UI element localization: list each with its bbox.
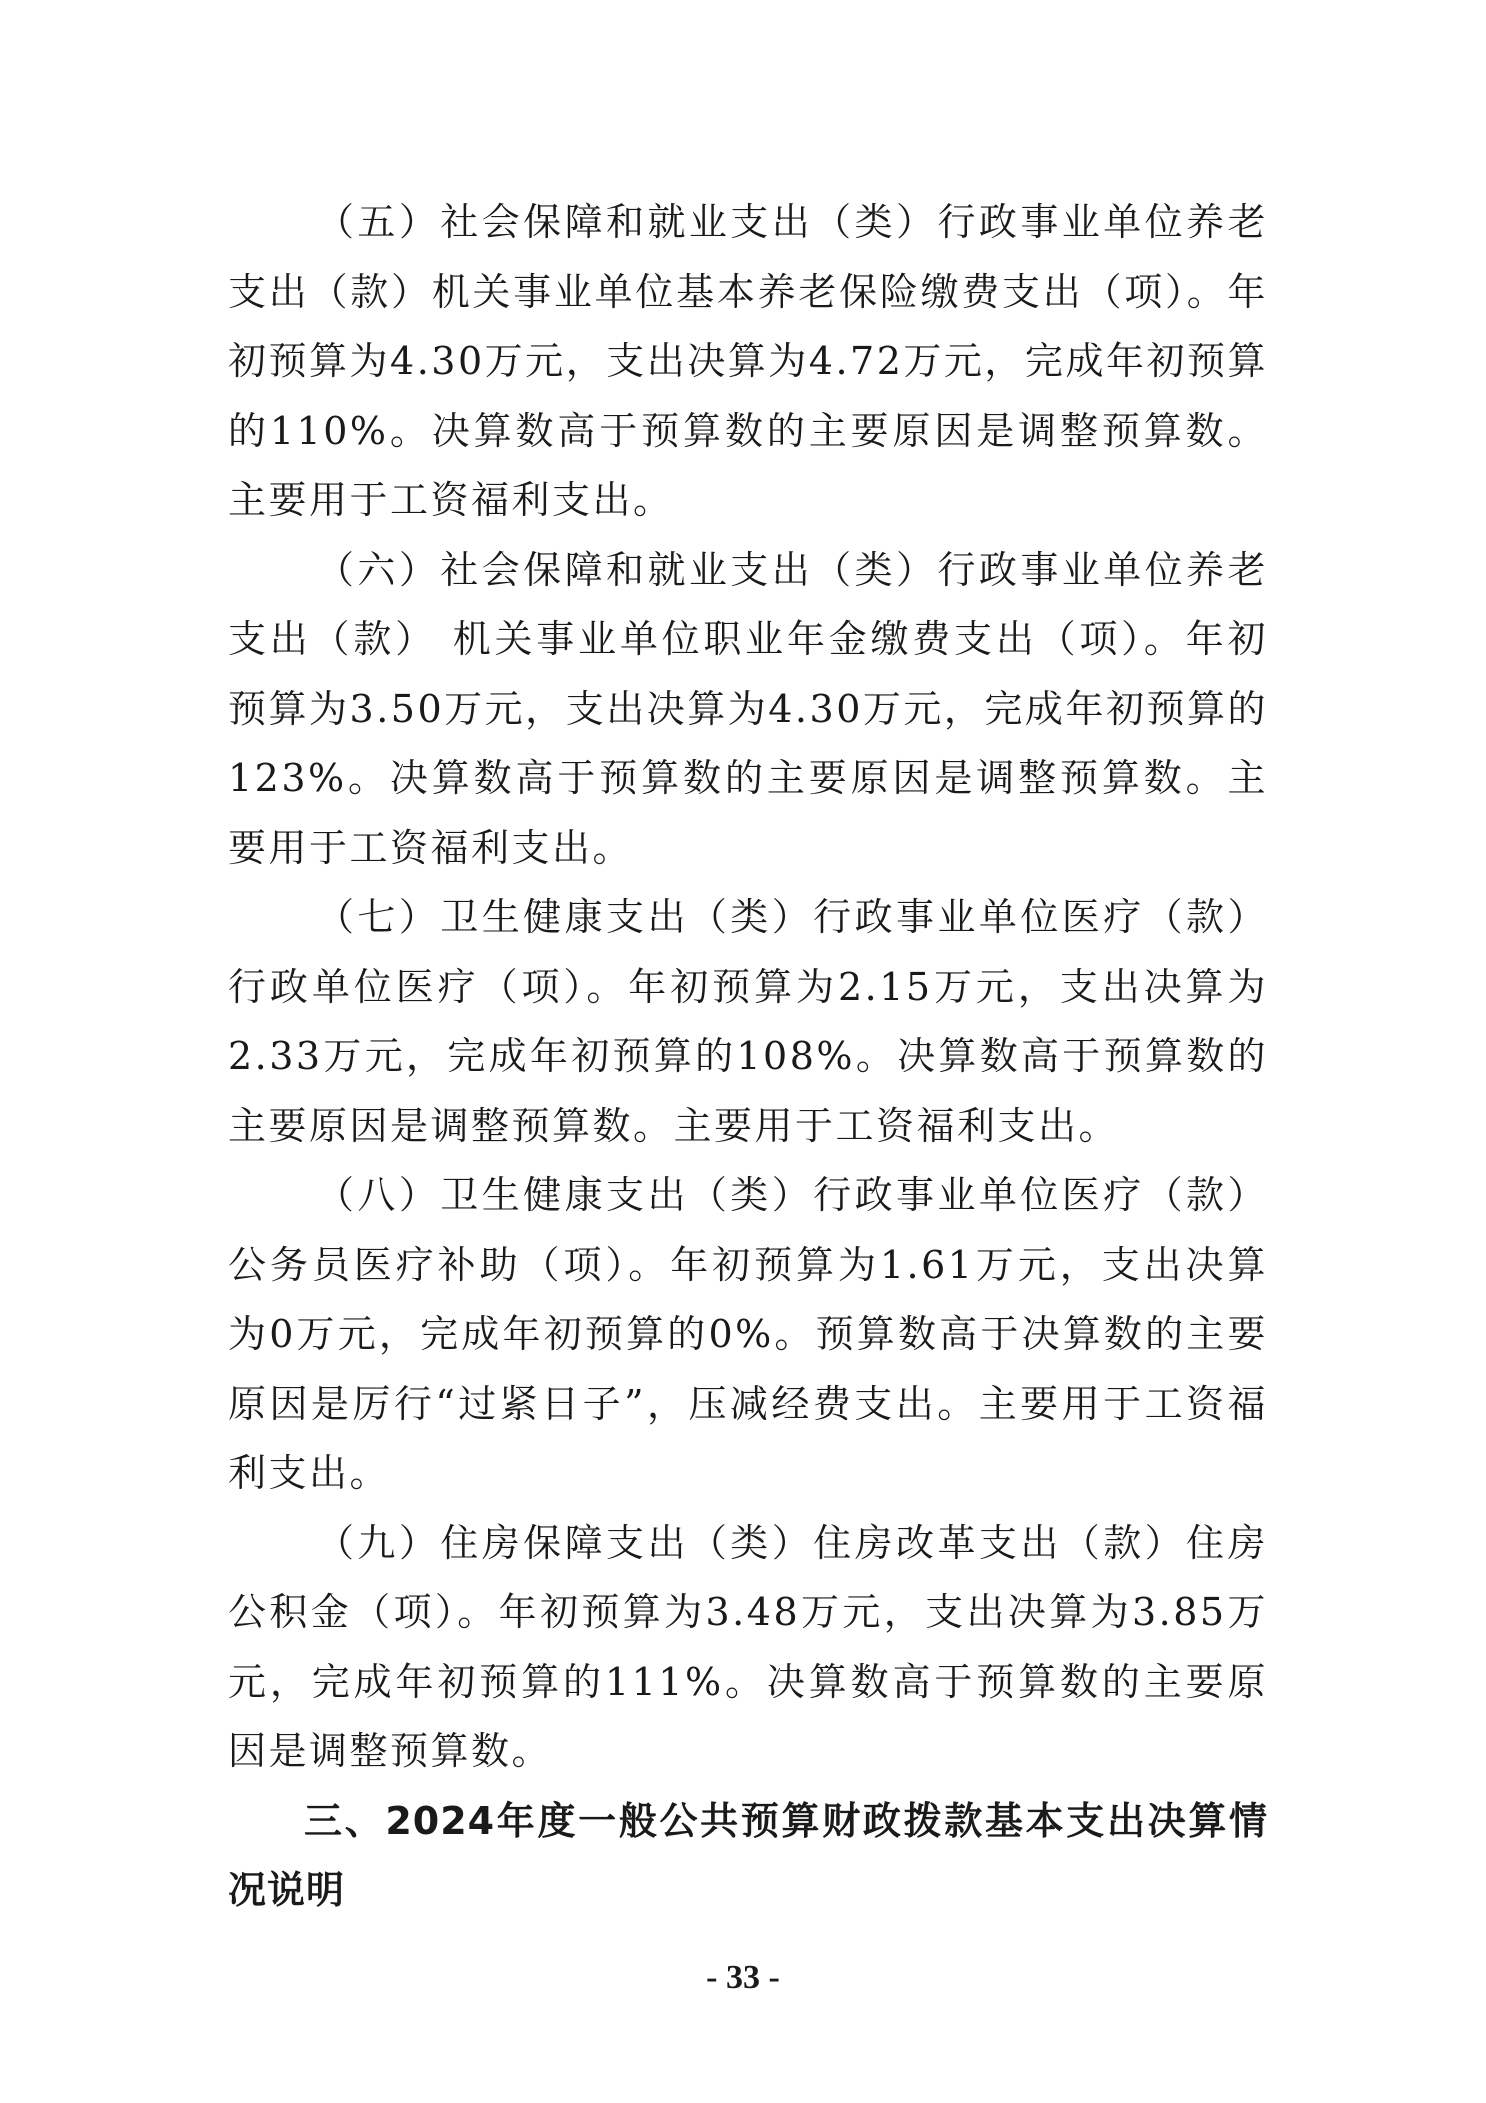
- section-heading: 三、2024年度一般公共预算财政拨款基本支出决算情况说明: [228, 1798, 1268, 1912]
- paragraph-item-6: （六）社会保障和就业支出（类）行政事业单位养老支出（款） 机关事业单位职业年金缴费支出（项）。年初预算为3.50万元，支出决算为4.30万元，完成年初预算的123%。决算数高于预算数的主要原因是调整预算数。主要用于工资福利支出。: [228, 547, 1268, 870]
- page-number: - 33 -: [706, 1959, 780, 1996]
- paragraph-item-8: （八）卫生健康支出（类）行政事业单位医疗（款） 公务员医疗补助（项）。年初预算为1.61万元，支出决算为0万元，完成年初预算的0%。预算数高于决算数的主要原因是厉行“过紧日子”，压减经费支出。主要用于工资福利支出。: [228, 1173, 1268, 1495]
- document-body: [228, 188, 1268, 1926]
- paragraph-item-9: （九）住房保障支出（类）住房改革支出（款）住房公积金（项）。年初预算为3.48万元，支出决算为3.85万元，完成年初预算的111%。决算数高于预算数的主要原因是调整预算数。: [228, 1520, 1268, 1773]
- paragraph-item-5: （五）社会保障和就业支出（类）行政事业单位养老支出（款）机关事业单位基本养老保险缴费支出（项）。年初预算为4.30万元，支出决算为4.72万元，完成年初预算的110%。决算数高于预算数的主要原因是调整预算数。主要用于工资福利支出。: [228, 200, 1268, 522]
- paragraph-item-7: （七）卫生健康支出（类）行政事业单位医疗（款）行政单位医疗（项）。年初预算为2.15万元，支出决算为2.33万元，完成年初预算的108%。决算数高于预算数的主要原因是调整预算数。主要用于工资福利支出。: [228, 895, 1268, 1148]
